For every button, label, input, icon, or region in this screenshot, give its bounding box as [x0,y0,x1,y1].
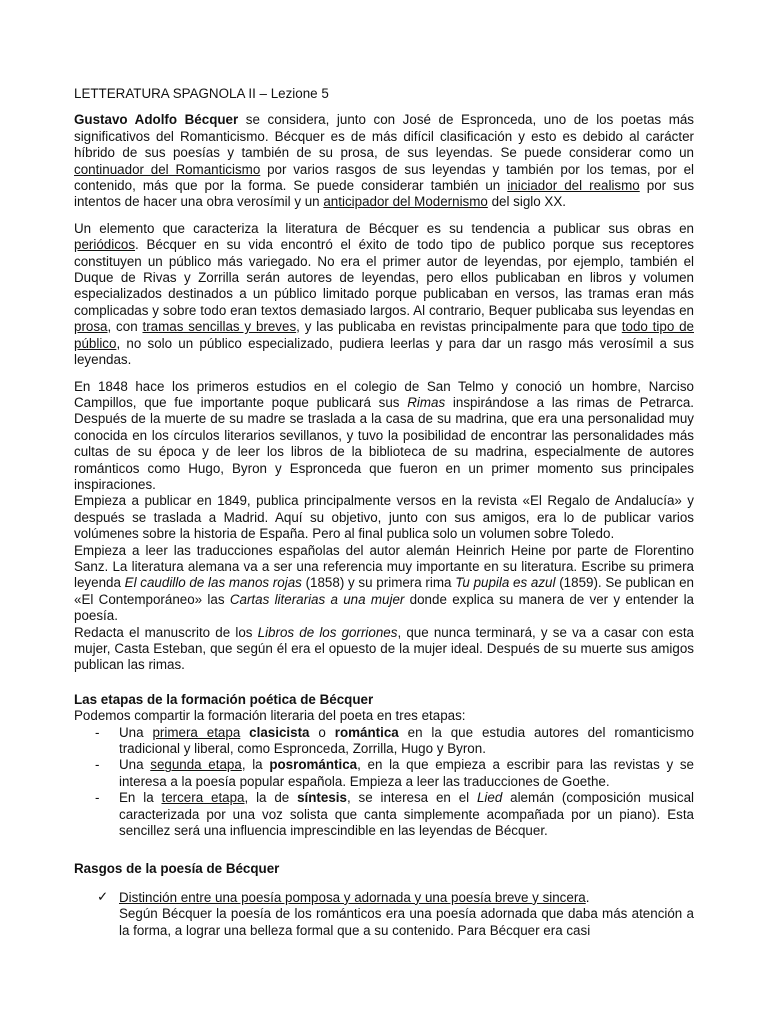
italic-title: Libros de los gorriones [257,624,398,640]
italic-title: Cartas literarias a una mujer [229,591,405,607]
italic-title: El caudillo de las manos rojas [124,575,302,591]
paragraph-biography: En 1848 hace los primeros estudios en el colegio de San Telmo y conoció un hombre, Narciso Campillos, que fue importante poque publicará sus Rimas inspirándose a las rimas de Petrarca. Después de la muerte de su madre se traslada a la casa de su madrina, que era una personalidad muy conocida en los círculos literarios sevillanos, y tuvo la posibilidad de encontrar las personalidades más cultas de su época y de leer los libros de la biblioteca de su madrina, especialmente de autores románticos como Hugo, Byron y Espronceda que fueron en un primer momento sus principales inspiraciones. [74,378,694,492]
author-name: Gustavo Adolfo Bécquer [74,112,239,128]
underlined-term: todo tipo de público [74,319,694,351]
paragraph-heine: Empieza a leer las traducciones españolas del autor alemán Heinrich Heine por parte de Florentino Sanz. La literatura alemana va a ser una referencia muy importante en su literatura. Escribe su primera leyenda El caudillo de las manos rojas (1858) y su primera rima Tu pupila es azul (1859). Se publican en «El Contemporáneo» las Cartas literarias a una mujer donde explica su manera de ver y entender la poesía. [74,542,694,624]
underlined-term: tramas sencillas y breves [142,319,297,335]
etapas-list [74,725,694,840]
italic-title: Rimas [407,394,446,410]
paragraph-gorriones: Redacta el manuscrito de los Libros de los gorriones, que nunca terminará, y se va a casar con esta mujer, Casta Esteban, que según él era el opuesto de la mujer ideal. Después de su muerte sus amigos publican las rimas. [74,624,694,673]
section-heading-rasgos: Rasgos de la poesía de Bécquer [74,861,280,877]
italic-title: Tu pupila es azul [455,575,556,591]
underlined-term: prosa [74,319,108,335]
document-body [74,86,694,939]
dash-bullet: - [95,790,100,806]
list-item: - Una primera etapa clasicista o romántica en la que estudia autores del romanticismo tradicional y liberal, como Espronceda, Zorrilla, Hugo y Byron. [95,724,694,757]
rasgos-list [74,890,694,939]
underlined-term: continuador del Romanticismo [74,161,261,177]
section-heading-etapas: Las etapas de la formación poética de Bécquer [74,691,374,707]
checkmark-icon: ✓ [97,889,109,905]
page-title: LETTERATURA SPAGNOLA II – Lezione 5 [74,86,329,101]
list-item: - En la tercera etapa, la de síntesis, se interesa en el Lied alemán (composición musical caracterizada por una voz solista que canta simplemente acompañada por un piano). Esta sencillez será una influencia imprescindible en las leyendas de Bécquer. [95,790,695,839]
underlined-term: periódicos [74,237,136,253]
underlined-term: anticipador del Modernismo [323,194,488,210]
underlined-term: iniciador del realismo [507,178,640,194]
dash-bullet: - [95,724,100,740]
paragraph-publishing: Un elemento que caracteriza la literatura de Bécquer es su tendencia a publicar sus obras en periódicos. Bécquer en su vida encontró el éxito de todo tipo de publico porque sus receptores constituyen un público más variegado. No era el primer autor de leyendas, por ejemplo, también el Duque de Rivas y Zorrilla serán autores de leyendas, pero ellos publicaban en libros y volumen especializados destinados a un público limitado porque publicaban en versos, las tramas eran más complicadas y sobre todo eran textos demasiado largos. Al contrario, Bequer publicaba sus leyendas en prosa, con tramas sencillas y breves, y las publicaba en revistas principalmente para que todo tipo de público, no solo un público especializado, pudiera leerlas y para dar un rasgo más verosímil a sus leyendas. [74,220,694,368]
paragraph-first-publications: Empieza a publicar en 1849, publica principalmente versos en la revista «El Regalo de Andalucía» y después se traslada a Madrid. Aquí su objetivo, junto con sus amigos, era lo de publicar varios volúmenes sobre la historia de España. Pero al final publica solo un volumen sobre Toledo. [74,493,694,542]
list-item: ✓ Distinción entre una poesía pomposa y adornada y una poesía breve y sincera. Según Bécquer la poesía de los románticos era una poesía adornada que daba más atención a la forma, a lograr una belleza formal que a su contenido. Para Bécquer era casi [97,889,694,938]
list-item: - Una segunda etapa, la posromántica, en la que empieza a escribir para las revistas y se interesa a la poesía popular española. Empieza a leer las traducciones de Goethe. [95,757,694,789]
dash-bullet: - [95,757,100,773]
section-intro: Podemos compartir la formación literaria del poeta en tres etapas: [74,708,466,724]
paragraph-intro: Gustavo Adolfo Bécquer se considera, junto con José de Espronceda, uno de los poetas más significativos del Romanticismo. Bécquer es de más difícil clasificación y esto es debido al carácter híbrido de sus poesías y también de su prosa, de sus leyendas. Se puede considerar como un continuador del Romanticismo por varios rasgos de sus leyendas y también por los temas, por el contenido, más que por la forma. Se puede considerar también un iniciador del realismo por sus intentos de hacer una obra verosímil y un anticipador del Modernismo del siglo XX. [74,112,695,210]
